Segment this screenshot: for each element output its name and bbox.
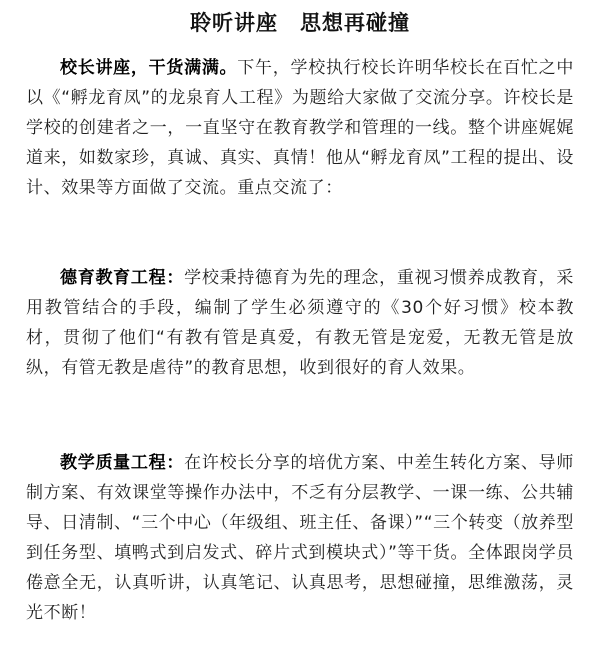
- paragraph-lead: 教学质量工程：: [60, 453, 185, 473]
- paragraph-body: 在许校长分享的培优方案、中差生转化方案、导师制方案、有效课堂等操作办法中，不乏有分层教学、一课一练、公共辅导、日清制、“三个中心（年级组、班主任、备课）”“三个转变（放养型到任务型、填鸭式到启发式、碎片式到模块式）”等干货。全体跟岗学员倦意全无，认真听讲，认真笔记、认真思考，思想碰撞，思维激荡，灵光不断！: [26, 453, 575, 623]
- paragraph-moral-education: [26, 263, 574, 383]
- paragraph-lead: 校长讲座，干货满满。: [60, 58, 238, 78]
- article-title: 聆听讲座 思想再碰撞: [190, 11, 410, 35]
- paragraph-body: 学校秉持德育为先的理念，重视习惯养成教育，采用教管结合的手段，编制了学生必须遵守的《30个好习惯》校本教材，贯彻了他们“有教有管是真爱，有教无管是宠爱，无教无管是放纵，有管无教是虐待”的教育思想，收到很好的育人效果。: [26, 268, 575, 378]
- paragraph-body: 下午，学校执行校长许明华校长在百忙之中以《“孵龙育凤”的龙泉育人工程》为题给大家做了交流分享。许校长是学校的创建者之一，一直坚守在教育教学和管理的一线。整个讲座娓娓道来，如数家珍，真诚、真实、真情！他从“孵龙育凤”工程的提出、设计、效果等方面做了交流。重点交流了：: [26, 58, 575, 198]
- paragraph-lead: 德育教育工程：: [60, 268, 185, 288]
- paragraph-teaching-quality: [26, 448, 574, 628]
- paragraph-principal-lecture: [26, 53, 574, 203]
